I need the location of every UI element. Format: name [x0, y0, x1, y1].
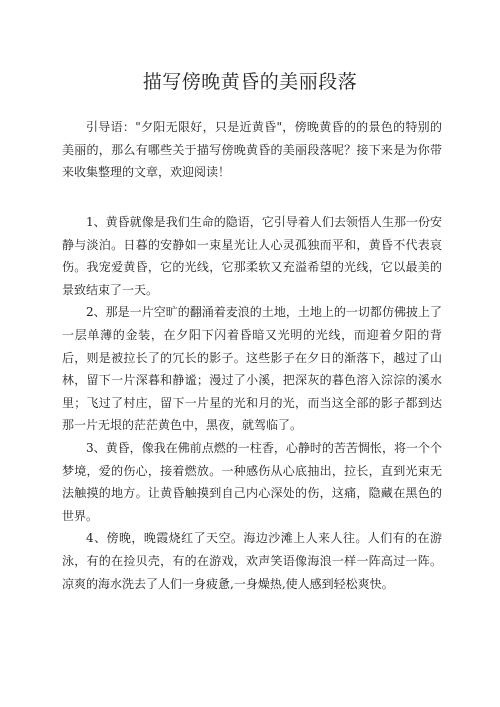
- intro-paragraph: 引导语："夕阳无限好，只是近黄昏"，傍晚黄昏的的景色的特别的美丽的，那么有哪些关于描写傍晚黄昏的美丽段落呢？接下来是为你带来收集整理的文章，欢迎阅读！: [62, 120, 442, 180]
- page-title: 描写傍晚黄昏的美丽段落: [142, 71, 358, 93]
- content-section: [62, 211, 442, 595]
- paragraph-4: 4、傍晚，晚霞烧红了天空。海边沙滩上人来人往。人们有的在游泳，有的在捡贝壳，有的在游戏，欢声笑语像海浪一样一阵高过一阵。凉爽的海水洗去了人们一身疲惫,一身燥热,使人感到轻松爽快。: [62, 531, 442, 591]
- paragraph-2: 2、那是一片空旷的翻涌着麦浪的土地，土地上的一切都仿佛披上了一层单薄的金装，在夕阳下闪着昏暗又光明的光线，而迎着夕阳的背后，则是被拉长了的冗长的影子。这些影子在夕日的渐落下，越过了山林，留下一片深暮和静谧；漫过了小溪，把深灰的暮色溶入淙淙的溪水里；飞过了村庄，留下一片星的光和月的光，而当这全部的影子都到达那一片无垠的茫茫黄色中，黑夜，就驾临了。: [62, 305, 442, 433]
- paragraph-3: 3、黄昏，像我在佛前点燃的一柱香，心静时的苦苦惆怅，将一个个梦境，爱的伤心，接着燃放。一种感伤从心底抽出，拉长，直到光束无法触摸的地方。让黄昏触摸到自己内心深处的伤，这痛，隐藏在黑色的世界。: [62, 440, 442, 523]
- paragraph-1: 1、黄昏就像是我们生命的隐语，它引导着人们去领悟人生那一份安静与淡泊。日暮的安静如一束星光让人心灵孤独而平和，黄昏不代表哀伤。我宠爱黄昏，它的光线，它那柔软又充溢希望的光线，它以最美的景致结束了一天。: [62, 215, 442, 297]
- intro-section: [62, 116, 442, 184]
